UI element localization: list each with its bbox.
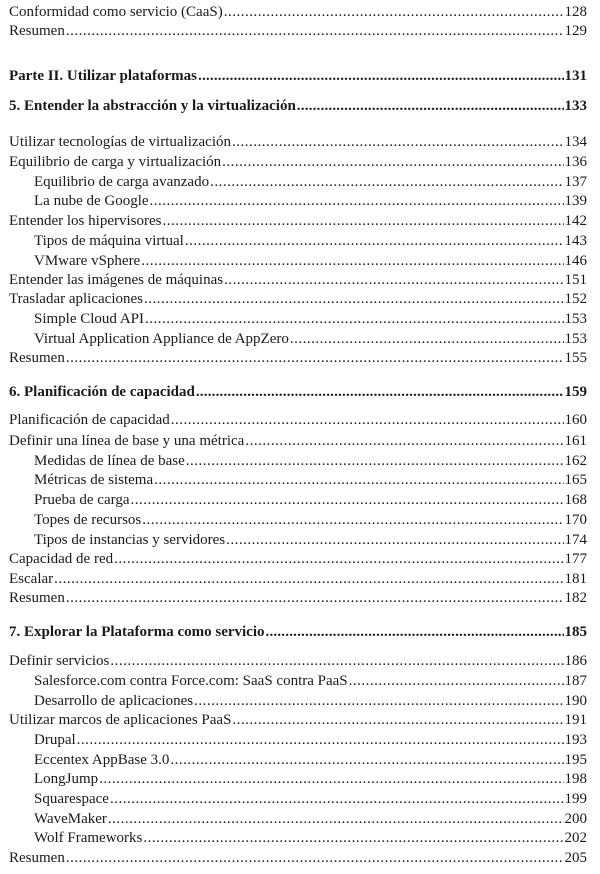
dot-leader bbox=[232, 133, 564, 151]
toc-entry-title: Topes de recursos bbox=[34, 512, 142, 528]
dot-leader bbox=[131, 491, 564, 509]
toc-entry-page-number: 170 bbox=[564, 512, 587, 528]
dot-leader bbox=[210, 173, 563, 191]
dot-leader bbox=[186, 452, 564, 470]
dot-leader bbox=[224, 271, 563, 289]
toc-entry-title: Eccentex AppBase 3.0 bbox=[34, 752, 170, 768]
dot-leader bbox=[145, 310, 563, 328]
dot-leader bbox=[110, 790, 564, 808]
toc-entry-page-number: 155 bbox=[564, 350, 587, 366]
toc-entry-title: Drupal bbox=[34, 732, 76, 748]
toc-entry-page-number: 162 bbox=[564, 453, 587, 469]
dot-leader bbox=[266, 623, 564, 641]
toc-entry[interactable] bbox=[9, 153, 587, 171]
toc-entry-title: Capacidad de red bbox=[9, 551, 114, 567]
toc-entry[interactable] bbox=[34, 810, 587, 828]
dot-leader bbox=[66, 589, 564, 607]
toc-entry[interactable] bbox=[9, 432, 587, 450]
toc-entry-page-number: 181 bbox=[564, 571, 587, 587]
toc-entry-page-number: 186 bbox=[564, 653, 587, 669]
toc-entry[interactable] bbox=[34, 672, 587, 690]
toc-entry[interactable] bbox=[34, 192, 587, 210]
toc-entry[interactable] bbox=[34, 173, 587, 191]
toc-entry-page-number: 128 bbox=[564, 4, 587, 20]
toc-entry[interactable] bbox=[9, 67, 587, 85]
toc-entry[interactable] bbox=[34, 770, 587, 788]
toc-entry-title: LongJump bbox=[34, 771, 99, 787]
toc-entry-page-number: 174 bbox=[564, 532, 587, 548]
toc-entry[interactable] bbox=[9, 711, 587, 729]
dot-leader bbox=[232, 711, 563, 729]
dot-leader bbox=[108, 810, 564, 828]
toc-entry-title: Entender las imágenes de máquinas bbox=[9, 272, 224, 288]
dot-leader bbox=[194, 692, 563, 710]
toc-entry-page-number: 146 bbox=[564, 253, 587, 269]
toc-entry[interactable] bbox=[9, 22, 587, 40]
toc-entry-page-number: 129 bbox=[564, 23, 587, 39]
toc-entry-title: Wolf Frameworks bbox=[34, 830, 143, 846]
dot-leader bbox=[99, 770, 563, 788]
toc-entry-page-number: 152 bbox=[564, 291, 587, 307]
dot-leader bbox=[142, 511, 563, 529]
dot-leader bbox=[54, 570, 563, 588]
toc-entry-title: Definir una línea de base y una métrica bbox=[9, 433, 245, 449]
dot-leader bbox=[154, 471, 563, 489]
toc-entry-page-number: 142 bbox=[564, 213, 587, 229]
toc-entry-title: Conformidad como servicio (CaaS) bbox=[9, 4, 223, 20]
toc-entry-page-number: 153 bbox=[564, 331, 587, 347]
toc-entry-page-number: 190 bbox=[564, 693, 587, 709]
toc-entry-title: Salesforce.com contra Force.com: SaaS contra PaaS bbox=[34, 673, 348, 689]
toc-entry[interactable] bbox=[34, 692, 587, 710]
toc-entry[interactable] bbox=[34, 829, 587, 847]
dot-leader bbox=[143, 829, 563, 847]
toc-entry-page-number: 205 bbox=[564, 850, 587, 866]
toc-entry-title: La nube de Google bbox=[34, 193, 149, 209]
toc-entry-page-number: 143 bbox=[564, 233, 587, 249]
toc-entry-title: Entender los hipervisores bbox=[9, 213, 162, 229]
toc-entry[interactable] bbox=[9, 550, 587, 568]
toc-entry-page-number: 151 bbox=[564, 272, 587, 288]
toc-entry-title: Prueba de carga bbox=[34, 492, 130, 508]
toc-entry[interactable] bbox=[34, 471, 587, 489]
toc-entry-page-number: 168 bbox=[564, 492, 587, 508]
dot-leader bbox=[66, 22, 564, 40]
toc-entry-title: Virtual Application Appliance de AppZero bbox=[34, 331, 289, 347]
dot-leader bbox=[144, 290, 564, 308]
toc-entry-title: Simple Cloud API bbox=[34, 311, 145, 327]
dot-leader bbox=[196, 383, 564, 401]
toc-entry[interactable] bbox=[9, 133, 587, 151]
toc-entry-page-number: 191 bbox=[564, 712, 587, 728]
toc-entry-page-number: 185 bbox=[564, 624, 587, 640]
toc-entry-title: Squarespace bbox=[34, 791, 109, 807]
toc-entry-title: Resumen bbox=[9, 350, 65, 366]
toc-entry-page-number: 136 bbox=[564, 154, 587, 170]
toc-entry[interactable] bbox=[9, 383, 587, 401]
toc-entry-page-number: 159 bbox=[564, 384, 587, 400]
toc-entry[interactable] bbox=[9, 290, 587, 308]
dot-leader bbox=[297, 97, 564, 115]
toc-entry[interactable] bbox=[9, 623, 587, 641]
toc-entry-title: Planificación de capacidad bbox=[9, 412, 170, 428]
dot-leader bbox=[66, 349, 564, 367]
toc-entry-title: Métricas de sistema bbox=[34, 472, 154, 488]
toc-entry[interactable] bbox=[34, 452, 587, 470]
dot-leader bbox=[198, 67, 563, 85]
toc-entry[interactable] bbox=[34, 232, 587, 250]
toc-entry[interactable] bbox=[34, 511, 587, 529]
dot-leader bbox=[114, 550, 563, 568]
toc-entry-title: Tipos de máquina virtual bbox=[34, 233, 184, 249]
toc-entry-page-number: 200 bbox=[564, 811, 587, 827]
toc-entry-page-number: 187 bbox=[564, 673, 587, 689]
dot-leader bbox=[290, 330, 564, 348]
toc-entry-title: Escalar bbox=[9, 571, 54, 587]
toc-entry[interactable] bbox=[34, 252, 587, 270]
toc-entry-title: Trasladar aplicaciones bbox=[9, 291, 143, 307]
toc-entry[interactable] bbox=[34, 330, 587, 348]
dot-leader bbox=[77, 731, 564, 749]
toc-entry-title: 5. Entender la abstracción y la virtualización bbox=[9, 98, 296, 114]
toc-entry-title: Equilibrio de carga avanzado bbox=[34, 174, 210, 190]
toc-entry-page-number: 195 bbox=[564, 752, 587, 768]
toc-entry[interactable] bbox=[9, 271, 587, 289]
toc-entry-title: Definir servicios bbox=[9, 653, 110, 669]
toc-entry[interactable] bbox=[34, 751, 587, 769]
dot-leader bbox=[162, 212, 563, 230]
dot-leader bbox=[170, 751, 563, 769]
toc-entry-page-number: 137 bbox=[564, 174, 587, 190]
toc-entry[interactable] bbox=[9, 212, 587, 230]
toc-entry-page-number: 198 bbox=[564, 771, 587, 787]
toc-entry[interactable] bbox=[9, 570, 587, 588]
toc-entry[interactable] bbox=[9, 349, 587, 367]
dot-leader bbox=[226, 531, 563, 549]
dot-leader bbox=[222, 153, 563, 171]
toc-entry[interactable] bbox=[9, 411, 587, 429]
toc-entry[interactable] bbox=[9, 97, 587, 115]
dot-leader bbox=[66, 849, 564, 867]
dot-leader bbox=[150, 192, 564, 210]
toc-entry-title: Desarrollo de aplicaciones bbox=[34, 693, 194, 709]
toc-entry-page-number: 202 bbox=[564, 830, 587, 846]
toc-entry[interactable] bbox=[34, 731, 587, 749]
dot-leader bbox=[224, 3, 564, 21]
toc-entry-title: Parte II. Utilizar plataformas bbox=[9, 68, 198, 84]
dot-leader bbox=[141, 252, 563, 270]
toc-entry-title: 6. Planificación de capacidad bbox=[9, 384, 195, 400]
toc-entry-title: VMware vSphere bbox=[34, 253, 141, 269]
dot-leader bbox=[110, 652, 563, 670]
dot-leader bbox=[185, 232, 564, 250]
dot-leader bbox=[349, 672, 564, 690]
toc-entry-title: Utilizar marcos de aplicaciones PaaS bbox=[9, 712, 232, 728]
toc-entry-title: Resumen bbox=[9, 850, 65, 866]
toc-entry[interactable] bbox=[34, 310, 587, 328]
toc-entry-page-number: 153 bbox=[564, 311, 587, 327]
toc-entry[interactable] bbox=[9, 849, 587, 867]
toc-entry-title: Tipos de instancias y servidores bbox=[34, 532, 226, 548]
toc-entry-page-number: 139 bbox=[564, 193, 587, 209]
toc-entry-title: Utilizar tecnologías de virtualización bbox=[9, 134, 231, 150]
dot-leader bbox=[171, 411, 564, 429]
toc-entry-page-number: 160 bbox=[564, 412, 587, 428]
toc-entry-title: Equilibrio de carga y virtualización bbox=[9, 154, 222, 170]
toc-entry-title: 7. Explorar la Plataforma como servicio bbox=[9, 624, 265, 640]
toc-entry-page-number: 182 bbox=[564, 590, 587, 606]
toc-entry[interactable] bbox=[9, 652, 587, 670]
toc-entry-page-number: 161 bbox=[564, 433, 587, 449]
toc-entry-title: Resumen bbox=[9, 23, 65, 39]
toc-entry-page-number: 131 bbox=[564, 68, 587, 84]
dot-leader bbox=[245, 432, 563, 450]
toc-entry[interactable] bbox=[34, 790, 587, 808]
toc-entry-page-number: 133 bbox=[564, 98, 587, 114]
toc-entry-page-number: 199 bbox=[564, 791, 587, 807]
toc-entry-page-number: 193 bbox=[564, 732, 587, 748]
toc-entry[interactable] bbox=[34, 491, 587, 509]
toc-entry[interactable] bbox=[9, 3, 587, 21]
toc-entry-title: WaveMaker bbox=[34, 811, 107, 827]
toc-entry-title: Resumen bbox=[9, 590, 65, 606]
toc-entry[interactable] bbox=[34, 531, 587, 549]
toc-entry-title: Medidas de línea de base bbox=[34, 453, 185, 469]
toc-entry-page-number: 177 bbox=[564, 551, 587, 567]
toc-entry-page-number: 165 bbox=[564, 472, 587, 488]
toc-entry[interactable] bbox=[9, 589, 587, 607]
toc-entry-page-number: 134 bbox=[564, 134, 587, 150]
